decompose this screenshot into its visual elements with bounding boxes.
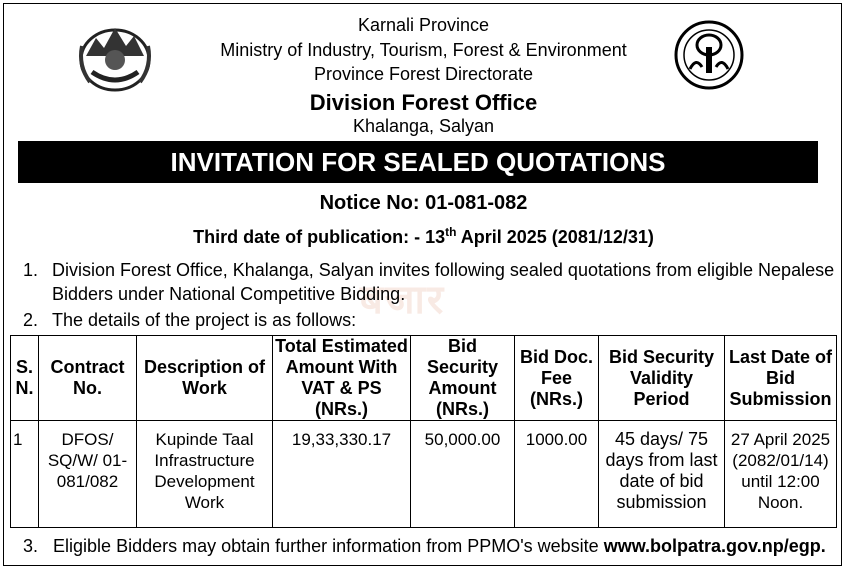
cell-sn: 1 <box>11 421 39 528</box>
table-row <box>11 421 837 528</box>
notice-number: Notice No: 01-081-082 <box>319 192 528 214</box>
office-name: Division Forest Office <box>309 90 538 115</box>
col-header-bid-security: Bid Security Amount (NRs.) <box>411 336 515 421</box>
col-header-doc-fee: Bid Doc. Fee (NRs.) <box>515 336 599 421</box>
ministry-name: Ministry of Industry, Tourism, Forest & Environment <box>220 40 627 60</box>
cell-description: Kupinde Taal Infrastructure Development Work <box>137 421 273 528</box>
paragraph-invitation: Division Forest Office, Khalanga, Salyan invites following sealed quotations from eligible Nepalese Bidders under National Competitive Bidding. <box>52 260 835 304</box>
province-name: Karnali Province <box>357 15 490 35</box>
forest-logo-icon <box>672 19 746 91</box>
col-header-validity: Bid Security Validity Period <box>599 336 725 421</box>
publication-date: Third date of publication: - 13th April 2025 (2081/12/31) <box>193 225 654 247</box>
col-header-sn: S. N. <box>11 336 39 421</box>
cell-last-date: 27 April 2025 (2082/01/14) until 12:00 Noon. <box>725 421 837 528</box>
para-number: 2. <box>23 310 39 330</box>
directorate-name: Province Forest Directorate <box>313 64 534 84</box>
footer-note <box>23 536 826 557</box>
cell-amount: 19,33,330.17 <box>273 421 411 528</box>
para-number: 1. <box>23 260 39 280</box>
col-header-last-date: Last Date of Bid Submission <box>725 336 837 421</box>
col-header-amount: Total Estimated Amount With VAT & PS (NRs.) <box>273 336 411 421</box>
office-location: Khalanga, Salyan <box>352 116 495 136</box>
cell-validity: 45 days/ 75 days from last date of bid submission <box>599 421 725 528</box>
project-table <box>10 335 837 528</box>
title-banner: INVITATION FOR SEALED QUOTATIONS <box>18 141 818 183</box>
col-header-description: Description of Work <box>137 336 273 421</box>
col-header-contract: Contract No. <box>39 336 137 421</box>
table-header-row <box>11 336 837 421</box>
cell-contract: DFOS/ SQ/W/ 01-081/082 <box>39 421 137 528</box>
para-number: 3. <box>23 536 39 556</box>
watermark: बजार <box>360 278 446 322</box>
footer-text: Eligible Bidders may obtain further information from PPMO's website <box>53 536 604 556</box>
cell-bid-security: 50,000.00 <box>411 421 515 528</box>
website-link[interactable]: www.bolpatra.gov.np/egp. <box>603 536 826 556</box>
paragraph-details: The details of the project is as follows: <box>52 310 357 330</box>
cell-doc-fee: 1000.00 <box>515 421 599 528</box>
